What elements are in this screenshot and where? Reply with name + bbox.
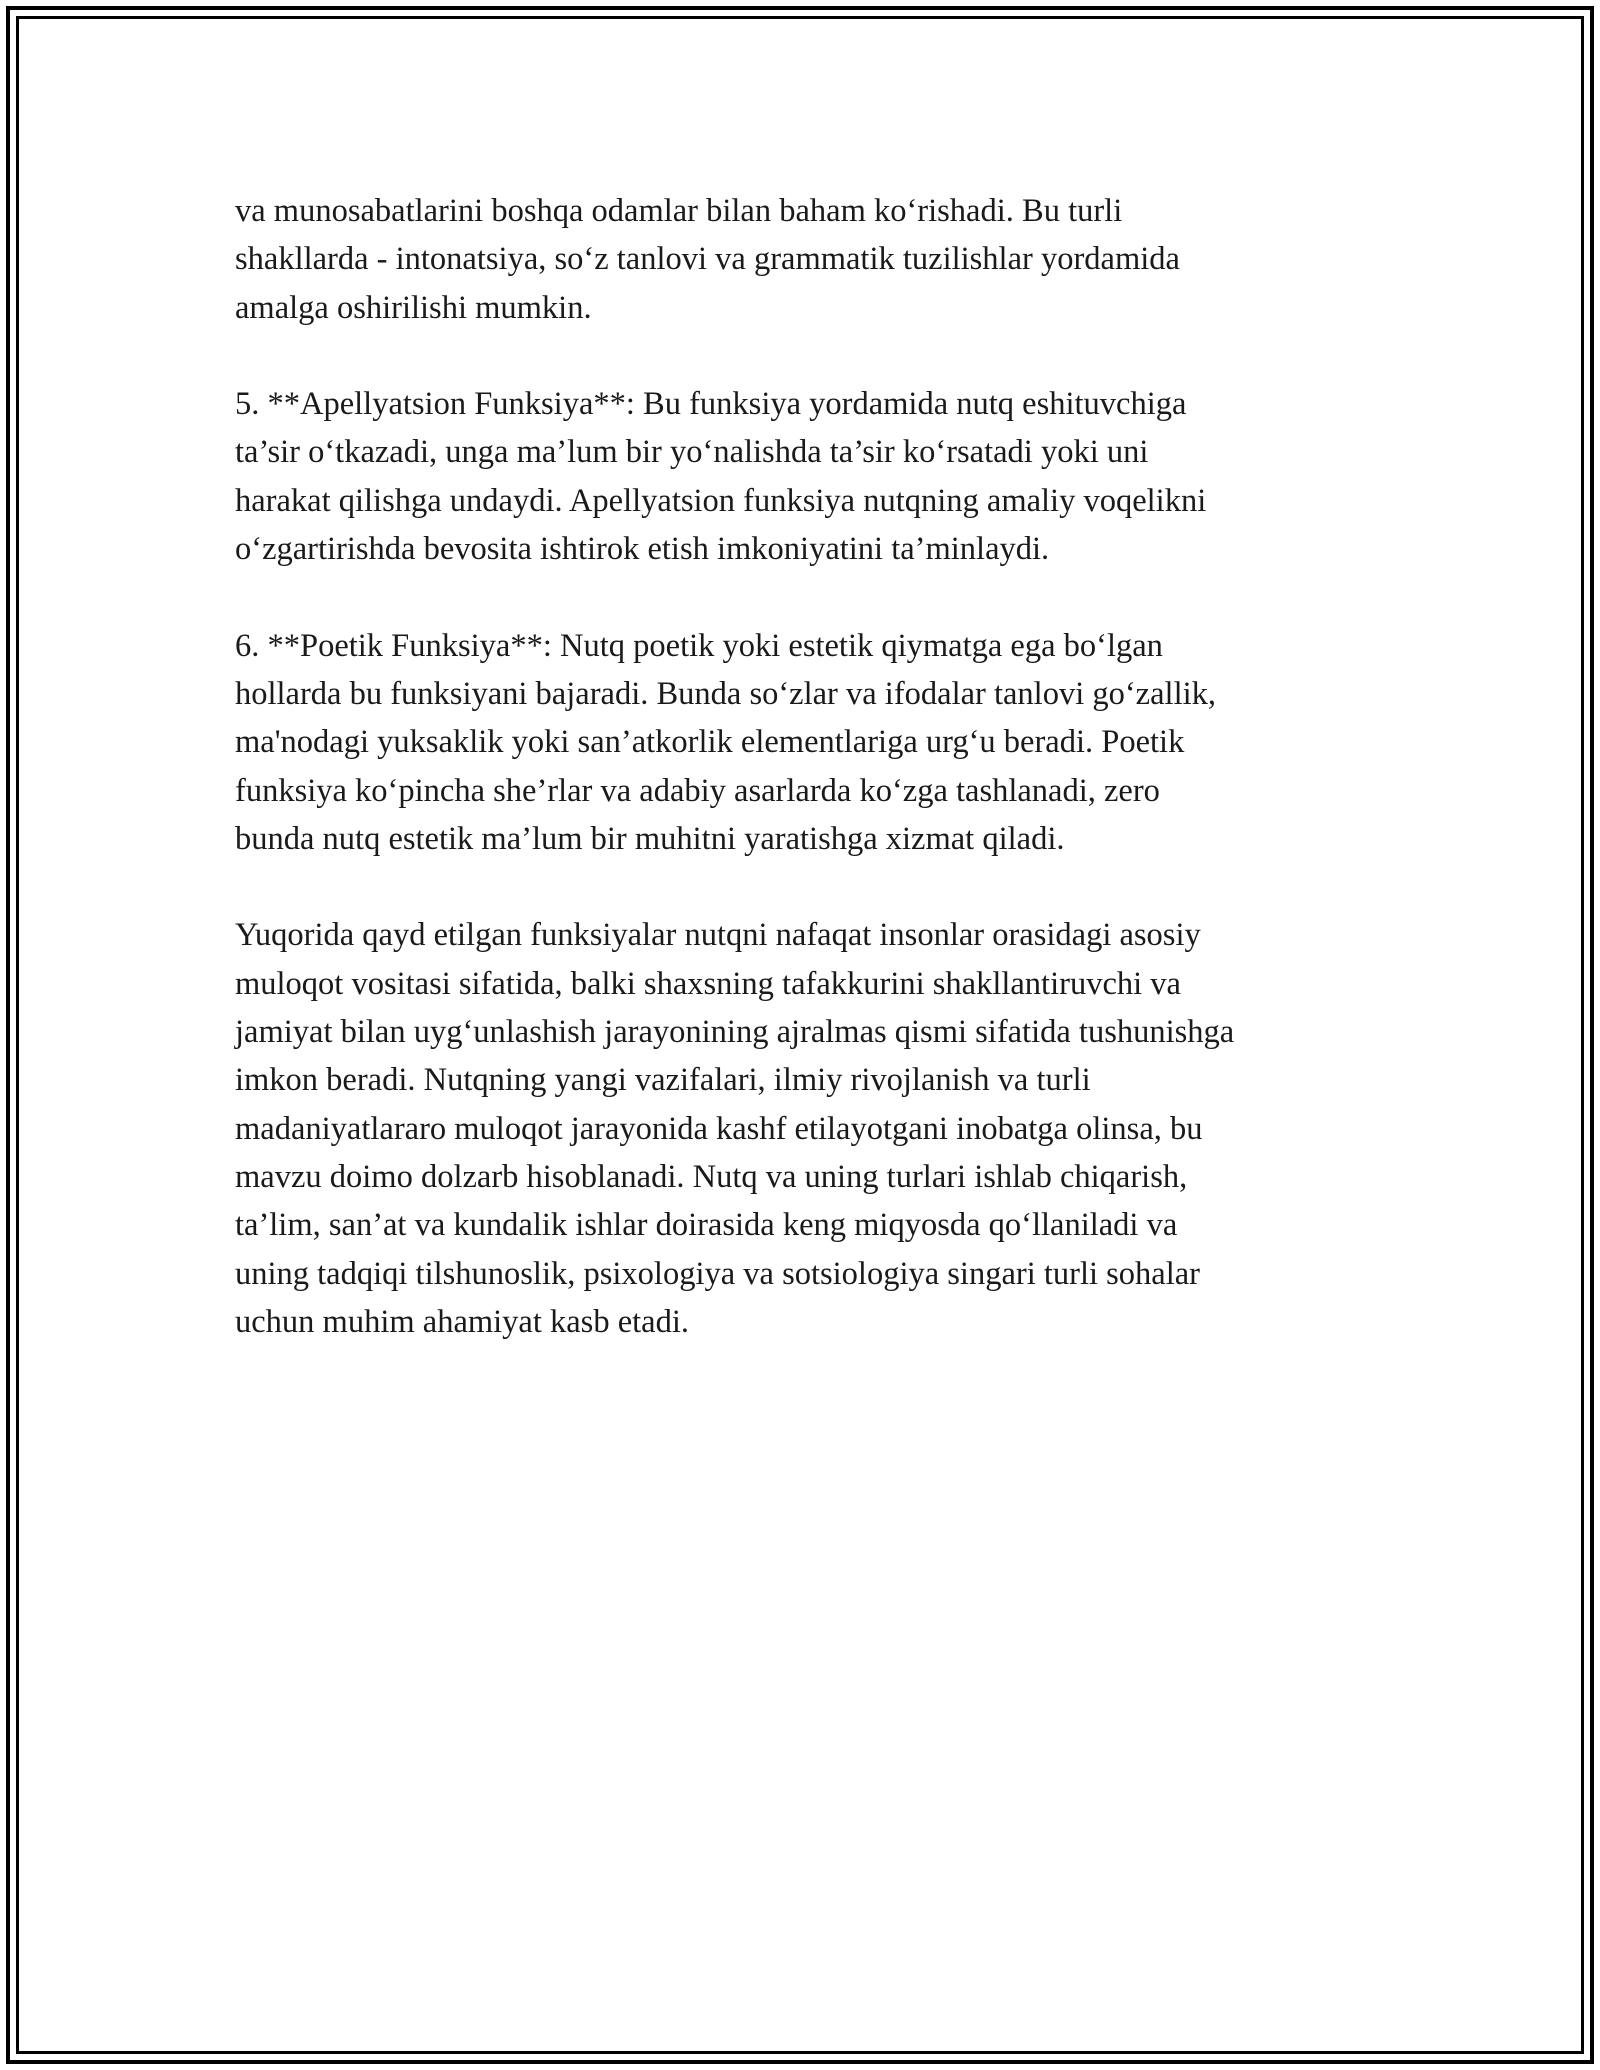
text-line: bunda nutq estetik ma’lum bir muhitni yaratishga xizmat qiladi. bbox=[235, 820, 1065, 857]
text-line: imkon beradi. Nutqning yangi vazifalari, ilmiy rivojlanish va turli bbox=[235, 1062, 1091, 1099]
text-line: uchun muhim ahamiyat kasb etadi. bbox=[235, 1303, 689, 1340]
text-line: ta’sir o‘tkazadi, unga ma’lum bir yo‘nalishda ta’sir ko‘rsatadi yoki uni bbox=[235, 434, 1149, 471]
text-line: harakat qilishga undaydi. Apellyatsion funksiya nutqning amaliy voqelikni bbox=[235, 482, 1207, 519]
text-line: shakllarda - intonatsiya, so‘z tanlovi va grammatik tuzilishlar yordamida bbox=[235, 241, 1180, 278]
text-line: ta’lim, san’at va kundalik ishlar doirasida keng miqyosda qo‘llaniladi va bbox=[235, 1207, 1178, 1244]
text-line: va munosabatlarini boshqa odamlar bilan baham ko‘rishadi. Bu turli bbox=[235, 193, 1123, 229]
text-line: jamiyat bilan uyg‘unlashish jarayonining ajralmas qismi sifatida tushunishga bbox=[235, 1014, 1235, 1051]
text-line: uning tadqiqi tilshunoslik, psixologiya va sotsiologiya singari turli sohalar bbox=[235, 1255, 1201, 1292]
text-line: muloqot vositasi sifatida, balki shaxsning tafakkurini shakllantiruvchi va bbox=[235, 965, 1181, 1002]
paragraph-conclusion bbox=[235, 911, 1395, 1346]
text-line: o‘zgartirishda bevosita ishtirok etish imkoniyatini ta’minlaydi. bbox=[235, 531, 1050, 568]
text-line: mavzu doimo dolzarb hisoblanadi. Nutq va uning turlari ishlab chiqarish, bbox=[235, 1158, 1188, 1195]
text-line: funksiya ko‘pincha she’rlar va adabiy asarlarda ko‘zga tashlanadi, zero bbox=[235, 772, 1160, 809]
text-line: amalga oshirilishi mumkin. bbox=[235, 289, 592, 326]
text-line: Yuqorida qayd etilgan funksiyalar nutqni nafaqat insonlar orasidagi asosiy bbox=[235, 917, 1201, 954]
text-line: 5. **Apellyatsion Funksiya**: Bu funksiya yordamida nutq eshituvchiga bbox=[235, 386, 1187, 423]
document-body bbox=[235, 187, 1395, 1394]
text-line: madaniyatlararo muloqot jarayonida kashf etilayotgani inobatga olinsa, bu bbox=[235, 1110, 1203, 1147]
paragraph-continuation bbox=[235, 187, 1395, 332]
text-line: 6. **Poetik Funksiya**: Nutq poetik yoki estetik qiymatga ega bo‘lgan bbox=[235, 627, 1163, 664]
text-line: ma'nodagi yuksaklik yoki san’atkorlik elementlariga urg‘u beradi. Poetik bbox=[235, 724, 1185, 761]
paragraph-poetik-funksiya bbox=[235, 622, 1395, 863]
paragraph-apellyatsion-funksiya bbox=[235, 380, 1395, 573]
text-line: hollarda bu funksiyani bajaradi. Bunda so‘zlar va ifodalar tanlovi go‘zallik, bbox=[235, 675, 1216, 712]
